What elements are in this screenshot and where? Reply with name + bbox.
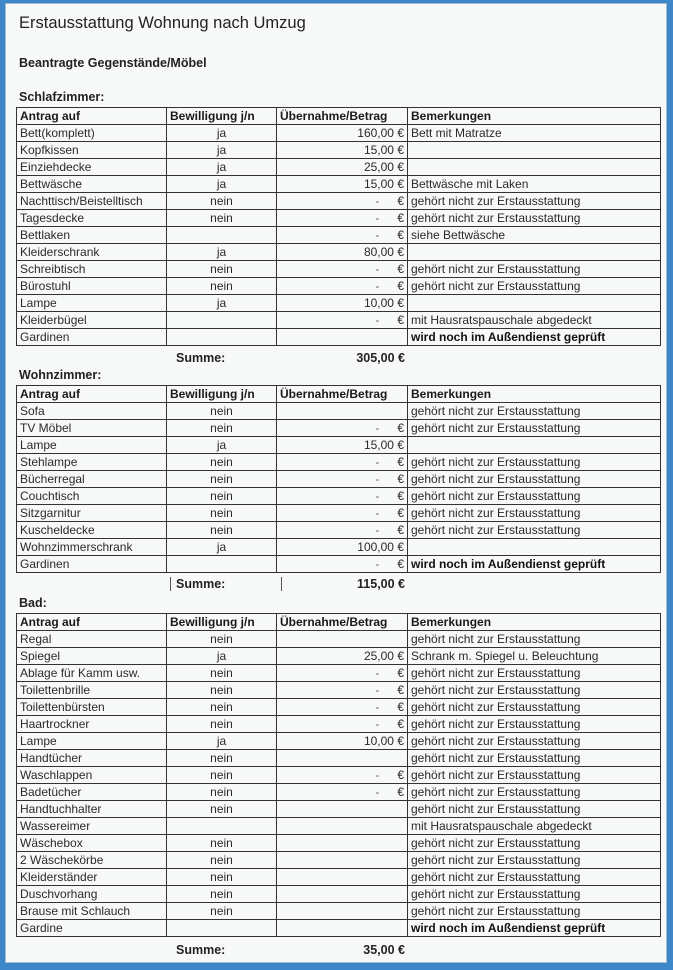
- amount-dash: -: [375, 785, 380, 799]
- document-title: Erstausstattung Wohnung nach Umzug: [19, 14, 306, 32]
- amount-cell: 25,00 €: [277, 648, 408, 665]
- amount-dash: -: [375, 523, 380, 537]
- approval-cell: nein: [167, 278, 277, 295]
- column-header-item: Antrag auf: [17, 614, 167, 631]
- item-cell: TV Möbel: [17, 420, 167, 437]
- remark-cell: gehört nicht zur Erstausstattung: [408, 193, 661, 210]
- table-row: [17, 176, 661, 193]
- sum-label: Summe:: [176, 577, 226, 592]
- item-cell: Kleiderschrank: [17, 244, 167, 261]
- approval-cell: ja: [167, 295, 277, 312]
- approval-cell: nein: [167, 852, 277, 869]
- table-row: [17, 818, 661, 835]
- amount-cell: [277, 329, 408, 346]
- items-table: [16, 385, 661, 573]
- amount-dash: -: [375, 228, 380, 242]
- table-row: [17, 733, 661, 750]
- remark-cell: gehört nicht zur Erstausstattung: [408, 420, 661, 437]
- items-table: [16, 107, 661, 346]
- amount-dash: -: [375, 194, 380, 208]
- remark-cell: gehört nicht zur Erstausstattung: [408, 767, 661, 784]
- approval-cell: nein: [167, 767, 277, 784]
- table-row: [17, 193, 661, 210]
- remark-cell: gehört nicht zur Erstausstattung: [408, 886, 661, 903]
- amount-cell: - €: [277, 488, 408, 505]
- approval-cell: [167, 818, 277, 835]
- table-row: [17, 699, 661, 716]
- table-row: [17, 227, 661, 244]
- approval-cell: [167, 329, 277, 346]
- amount-cell: 10,00 €: [277, 733, 408, 750]
- table-row: [17, 522, 661, 539]
- remark-cell: [408, 244, 661, 261]
- approval-cell: nein: [167, 522, 277, 539]
- remark-cell: [408, 539, 661, 556]
- approval-cell: nein: [167, 420, 277, 437]
- remark-cell: Bettwäsche mit Laken: [408, 176, 661, 193]
- approval-cell: nein: [167, 886, 277, 903]
- approval-cell: nein: [167, 210, 277, 227]
- amount-cell: [277, 818, 408, 835]
- column-header-amount: Übernahme/Betrag: [277, 108, 408, 125]
- table-row: [17, 261, 661, 278]
- amount-cell: 10,00 €: [277, 295, 408, 312]
- item-cell: Spiegel: [17, 648, 167, 665]
- amount-dash: -: [375, 557, 380, 571]
- table-row: [17, 488, 661, 505]
- remark-cell: [408, 437, 661, 454]
- table-header-row: [17, 108, 661, 125]
- amount-cell: - €: [277, 665, 408, 682]
- approval-cell: ja: [167, 142, 277, 159]
- remark-cell: gehört nicht zur Erstausstattung: [408, 471, 661, 488]
- approval-cell: nein: [167, 454, 277, 471]
- remark-cell: gehört nicht zur Erstausstattung: [408, 682, 661, 699]
- amount-dash: -: [375, 472, 380, 486]
- remark-cell: wird noch im Außendienst geprüft: [408, 556, 661, 573]
- approval-cell: nein: [167, 261, 277, 278]
- remark-cell: gehört nicht zur Erstausstattung: [408, 488, 661, 505]
- item-cell: Toilettenbrille: [17, 682, 167, 699]
- table-row: [17, 852, 661, 869]
- remark-cell: gehört nicht zur Erstausstattung: [408, 278, 661, 295]
- item-cell: Lampe: [17, 295, 167, 312]
- amount-dash: -: [375, 313, 380, 327]
- table-row: [17, 505, 661, 522]
- approval-cell: nein: [167, 403, 277, 420]
- item-cell: Couchtisch: [17, 488, 167, 505]
- remark-cell: [408, 159, 661, 176]
- divider: [170, 577, 171, 591]
- approval-cell: ja: [167, 176, 277, 193]
- sum-value: 35,00 €: [363, 942, 405, 957]
- table-row: [17, 403, 661, 420]
- remark-cell: wird noch im Außendienst geprüft: [408, 329, 661, 346]
- item-cell: Bürostuhl: [17, 278, 167, 295]
- remark-cell: wird noch im Außendienst geprüft: [408, 920, 661, 937]
- divider: [281, 577, 282, 591]
- approval-cell: [167, 556, 277, 573]
- item-cell: Bücherregal: [17, 471, 167, 488]
- document-subtitle: Beantragte Gegenstände/Möbel: [19, 56, 207, 70]
- approval-cell: nein: [167, 505, 277, 522]
- amount-cell: 25,00 €: [277, 159, 408, 176]
- items-table: [16, 613, 661, 937]
- item-cell: Haartrockner: [17, 716, 167, 733]
- item-cell: Regal: [17, 631, 167, 648]
- amount-cell: - €: [277, 716, 408, 733]
- amount-cell: - €: [277, 420, 408, 437]
- item-cell: Kopfkissen: [17, 142, 167, 159]
- amount-dash: -: [375, 717, 380, 731]
- amount-cell: - €: [277, 682, 408, 699]
- item-cell: Gardine: [17, 920, 167, 937]
- table-row: [17, 420, 661, 437]
- approval-cell: nein: [167, 193, 277, 210]
- amount-cell: 15,00 €: [277, 176, 408, 193]
- column-header-item: Antrag auf: [17, 108, 167, 125]
- section-label: Bad:: [19, 596, 47, 610]
- item-cell: Gardinen: [17, 556, 167, 573]
- amount-cell: - €: [277, 261, 408, 278]
- item-cell: Kleiderbügel: [17, 312, 167, 329]
- amount-cell: 80,00 €: [277, 244, 408, 261]
- table-row: [17, 648, 661, 665]
- column-header-approval: Bewilligung j/n: [167, 108, 277, 125]
- remark-cell: gehört nicht zur Erstausstattung: [408, 522, 661, 539]
- amount-cell: 15,00 €: [277, 142, 408, 159]
- sum-value: 115,00 €: [357, 577, 405, 592]
- remark-cell: [408, 295, 661, 312]
- table-row: [17, 886, 661, 903]
- remark-cell: gehört nicht zur Erstausstattung: [408, 699, 661, 716]
- table-row: [17, 767, 661, 784]
- amount-cell: [277, 886, 408, 903]
- remark-cell: Schrank m. Spiegel u. Beleuchtung: [408, 648, 661, 665]
- table-row: [17, 750, 661, 767]
- amount-cell: - €: [277, 784, 408, 801]
- approval-cell: nein: [167, 665, 277, 682]
- section-label: Schlafzimmer:: [19, 90, 105, 104]
- amount-dash: -: [375, 700, 380, 714]
- amount-cell: - €: [277, 454, 408, 471]
- sum-label: Summe:: [176, 942, 226, 957]
- remark-cell: gehört nicht zur Erstausstattung: [408, 716, 661, 733]
- remark-cell: gehört nicht zur Erstausstattung: [408, 903, 661, 920]
- column-header-amount: Übernahme/Betrag: [277, 386, 408, 403]
- item-cell: Kuscheldecke: [17, 522, 167, 539]
- table-row: [17, 210, 661, 227]
- table-row: [17, 471, 661, 488]
- remark-cell: siehe Bettwäsche: [408, 227, 661, 244]
- amount-cell: [277, 750, 408, 767]
- column-header-item: Antrag auf: [17, 386, 167, 403]
- table-row: [17, 329, 661, 346]
- approval-cell: ja: [167, 733, 277, 750]
- table-row: [17, 278, 661, 295]
- table-row: [17, 784, 661, 801]
- remark-cell: gehört nicht zur Erstausstattung: [408, 852, 661, 869]
- table-row: [17, 244, 661, 261]
- amount-cell: [277, 801, 408, 818]
- approval-cell: nein: [167, 903, 277, 920]
- remark-cell: gehört nicht zur Erstausstattung: [408, 665, 661, 682]
- column-header-approval: Bewilligung j/n: [167, 386, 277, 403]
- column-header-remark: Bemerkungen: [408, 108, 661, 125]
- sum-row: [16, 351, 660, 369]
- approval-cell: ja: [167, 244, 277, 261]
- amount-dash: -: [375, 506, 380, 520]
- item-cell: Stehlampe: [17, 454, 167, 471]
- remark-cell: gehört nicht zur Erstausstattung: [408, 631, 661, 648]
- remark-cell: gehört nicht zur Erstausstattung: [408, 733, 661, 750]
- sum-row: [16, 943, 660, 961]
- approval-cell: nein: [167, 699, 277, 716]
- remark-cell: gehört nicht zur Erstausstattung: [408, 801, 661, 818]
- amount-dash: -: [375, 262, 380, 276]
- item-cell: Handtücher: [17, 750, 167, 767]
- item-cell: 2 Wäschekörbe: [17, 852, 167, 869]
- table-header-row: [17, 386, 661, 403]
- amount-cell: - €: [277, 227, 408, 244]
- amount-cell: [277, 835, 408, 852]
- item-cell: Toilettenbürsten: [17, 699, 167, 716]
- approval-cell: nein: [167, 488, 277, 505]
- remark-cell: gehört nicht zur Erstausstattung: [408, 750, 661, 767]
- item-cell: Badetücher: [17, 784, 167, 801]
- amount-cell: - €: [277, 767, 408, 784]
- remark-cell: gehört nicht zur Erstausstattung: [408, 505, 661, 522]
- approval-cell: nein: [167, 784, 277, 801]
- item-cell: Brause mit Schlauch: [17, 903, 167, 920]
- amount-dash: -: [375, 211, 380, 225]
- table-row: [17, 682, 661, 699]
- approval-cell: [167, 920, 277, 937]
- approval-cell: nein: [167, 682, 277, 699]
- sum-value: 305,00 €: [356, 350, 405, 365]
- remark-cell: gehört nicht zur Erstausstattung: [408, 835, 661, 852]
- table-row: [17, 869, 661, 886]
- amount-dash: -: [375, 489, 380, 503]
- amount-cell: - €: [277, 312, 408, 329]
- item-cell: Sofa: [17, 403, 167, 420]
- table-header-row: [17, 614, 661, 631]
- approval-cell: [167, 227, 277, 244]
- approval-cell: nein: [167, 716, 277, 733]
- item-cell: Waschlappen: [17, 767, 167, 784]
- item-cell: Wassereimer: [17, 818, 167, 835]
- approval-cell: nein: [167, 801, 277, 818]
- amount-cell: - €: [277, 210, 408, 227]
- table-row: [17, 539, 661, 556]
- item-cell: Einziehdecke: [17, 159, 167, 176]
- amount-cell: 160,00 €: [277, 125, 408, 142]
- item-cell: Sitzgarnitur: [17, 505, 167, 522]
- amount-dash: -: [375, 768, 380, 782]
- table-row: [17, 125, 661, 142]
- item-cell: Schreibtisch: [17, 261, 167, 278]
- amount-cell: - €: [277, 522, 408, 539]
- remark-cell: gehört nicht zur Erstausstattung: [408, 869, 661, 886]
- amount-cell: - €: [277, 505, 408, 522]
- remark-cell: gehört nicht zur Erstausstattung: [408, 261, 661, 278]
- table-row: [17, 159, 661, 176]
- item-cell: Bettlaken: [17, 227, 167, 244]
- amount-dash: -: [375, 666, 380, 680]
- item-cell: Lampe: [17, 733, 167, 750]
- remark-cell: Bett mit Matratze: [408, 125, 661, 142]
- approval-cell: nein: [167, 869, 277, 886]
- remark-cell: mit Hausratspauschale abgedeckt: [408, 312, 661, 329]
- section-label: Wohnzimmer:: [19, 368, 102, 382]
- table-row: [17, 665, 661, 682]
- column-header-amount: Übernahme/Betrag: [277, 614, 408, 631]
- item-cell: Lampe: [17, 437, 167, 454]
- remark-cell: [408, 142, 661, 159]
- table-row: [17, 437, 661, 454]
- item-cell: Gardinen: [17, 329, 167, 346]
- column-header-remark: Bemerkungen: [408, 386, 661, 403]
- table-row: [17, 312, 661, 329]
- column-header-remark: Bemerkungen: [408, 614, 661, 631]
- table-row: [17, 920, 661, 937]
- amount-dash: -: [375, 421, 380, 435]
- approval-cell: ja: [167, 125, 277, 142]
- table-row: [17, 801, 661, 818]
- amount-cell: [277, 869, 408, 886]
- amount-cell: [277, 920, 408, 937]
- document-page: [5, 3, 667, 963]
- approval-cell: nein: [167, 631, 277, 648]
- amount-dash: -: [375, 455, 380, 469]
- amount-cell: [277, 903, 408, 920]
- remark-cell: gehört nicht zur Erstausstattung: [408, 454, 661, 471]
- amount-cell: - €: [277, 193, 408, 210]
- remark-cell: gehört nicht zur Erstausstattung: [408, 403, 661, 420]
- item-cell: Bettwäsche: [17, 176, 167, 193]
- table-row: [17, 903, 661, 920]
- amount-cell: [277, 403, 408, 420]
- amount-cell: 15,00 €: [277, 437, 408, 454]
- item-cell: Handtuchhalter: [17, 801, 167, 818]
- approval-cell: [167, 312, 277, 329]
- remark-cell: gehört nicht zur Erstausstattung: [408, 210, 661, 227]
- amount-dash: -: [375, 279, 380, 293]
- item-cell: Tagesdecke: [17, 210, 167, 227]
- remark-cell: gehört nicht zur Erstausstattung: [408, 784, 661, 801]
- table-row: [17, 295, 661, 312]
- amount-dash: -: [375, 683, 380, 697]
- approval-cell: ja: [167, 539, 277, 556]
- amount-cell: 100,00 €: [277, 539, 408, 556]
- item-cell: Bett(komplett): [17, 125, 167, 142]
- column-header-approval: Bewilligung j/n: [167, 614, 277, 631]
- sum-row: [16, 577, 660, 595]
- approval-cell: ja: [167, 159, 277, 176]
- amount-cell: - €: [277, 471, 408, 488]
- item-cell: Duschvorhang: [17, 886, 167, 903]
- item-cell: Kleiderständer: [17, 869, 167, 886]
- sum-label: Summe:: [176, 350, 226, 365]
- table-row: [17, 556, 661, 573]
- amount-cell: - €: [277, 278, 408, 295]
- approval-cell: nein: [167, 750, 277, 767]
- item-cell: Wohnzimmerschrank: [17, 539, 167, 556]
- table-row: [17, 716, 661, 733]
- item-cell: Nachttisch/Beistelltisch: [17, 193, 167, 210]
- table-row: [17, 454, 661, 471]
- item-cell: Ablage für Kamm usw.: [17, 665, 167, 682]
- approval-cell: nein: [167, 471, 277, 488]
- table-row: [17, 142, 661, 159]
- amount-cell: - €: [277, 699, 408, 716]
- amount-cell: [277, 631, 408, 648]
- amount-cell: [277, 852, 408, 869]
- item-cell: Wäschebox: [17, 835, 167, 852]
- approval-cell: ja: [167, 437, 277, 454]
- approval-cell: nein: [167, 835, 277, 852]
- amount-cell: - €: [277, 556, 408, 573]
- approval-cell: ja: [167, 648, 277, 665]
- table-row: [17, 835, 661, 852]
- table-row: [17, 631, 661, 648]
- remark-cell: mit Hausratspauschale abgedeckt: [408, 818, 661, 835]
